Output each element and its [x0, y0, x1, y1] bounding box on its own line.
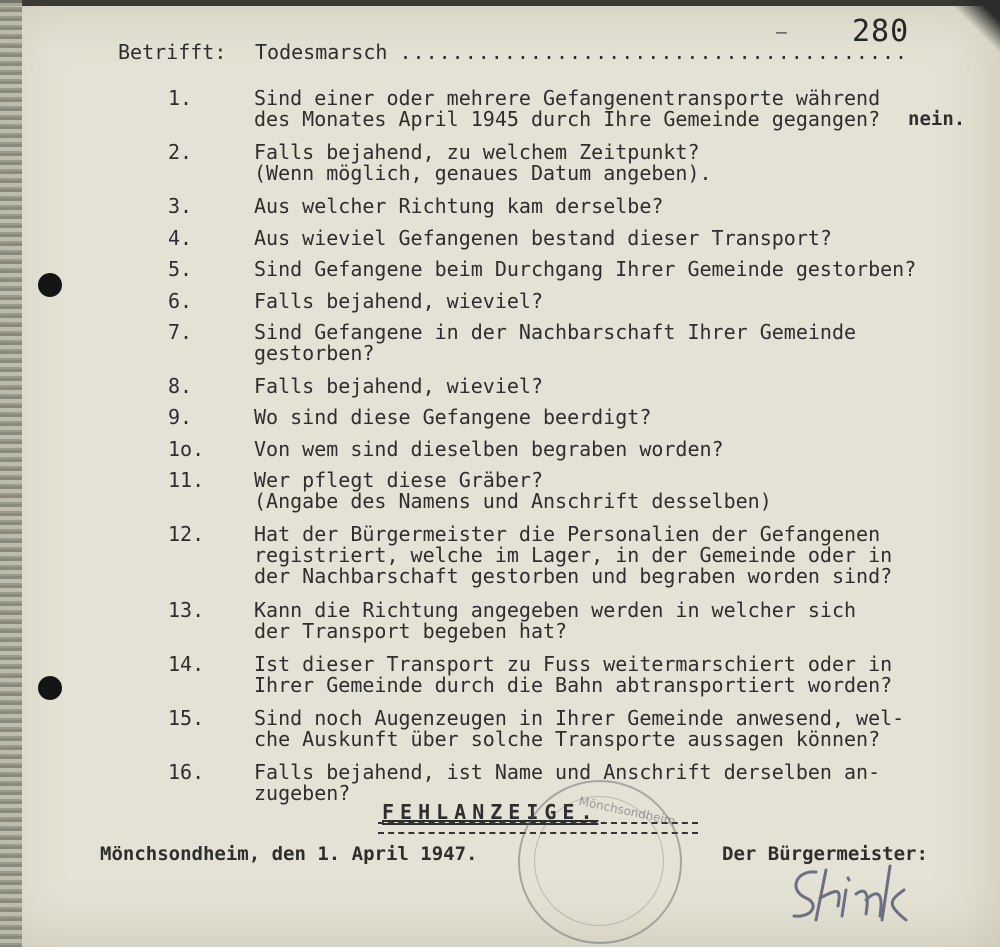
- question-text-line: Aus welcher Richtung kam derselbe?: [254, 194, 664, 218]
- page-number: 280: [852, 14, 910, 49]
- question-text-line: Falls bejahend, wieviel?: [254, 289, 543, 313]
- question-text-line: des Monates April 1945 durch Ihre Gemeinde gegangen?: [254, 107, 881, 131]
- question-answer: nein.: [908, 108, 966, 130]
- signatory-label: Der Bürgermeister:: [722, 843, 928, 865]
- punch-hole-bottom: [38, 676, 62, 700]
- question-text-line: Falls bejahend, wieviel?: [254, 374, 543, 398]
- question-number: 6.: [168, 289, 193, 313]
- question-text-line: zugeben?: [254, 781, 351, 805]
- question-text-line: (Angabe des Namens und Anschrift desselben): [254, 489, 772, 513]
- question-text-line: Aus wieviel Gefangenen bestand dieser Transport?: [254, 226, 832, 250]
- subject-label: Betrifft:: [118, 40, 227, 64]
- question-number: 12.: [168, 522, 205, 546]
- question-text-line: Ist dieser Transport zu Fuss weitermarschiert oder in: [254, 652, 893, 676]
- question-number: 13.: [168, 598, 205, 622]
- question-text-line: Falls bejahend, ist Name und Anschrift derselben an-: [254, 760, 881, 784]
- handwritten-signature: [786, 860, 916, 930]
- question-text-line: Wo sind diese Gefangene beerdigt?: [254, 405, 652, 429]
- question-number: 15.: [168, 706, 205, 730]
- question-number: 1.: [168, 86, 193, 110]
- question-text-line: che Auskunft über solche Transporte aussagen können?: [254, 727, 881, 751]
- subject-value: Todesmarsch: [255, 40, 388, 64]
- question-text-line: Ihrer Gemeinde durch die Bahn abtransportiert worden?: [254, 673, 893, 697]
- question-number: 11.: [168, 468, 205, 492]
- question-text-line: Falls bejahend, zu welchem Zeitpunkt?: [254, 140, 700, 164]
- question-number: 8.: [168, 374, 193, 398]
- punch-hole-top: [38, 273, 62, 297]
- question-number: 7.: [168, 320, 193, 344]
- subject-row: [118, 40, 908, 64]
- question-number: 1o.: [168, 437, 205, 461]
- left-edge: [0, 0, 22, 947]
- question-text-line: gestorben?: [254, 341, 375, 365]
- question-text-line: registriert, welche im Lager, in der Gemeinde oder in: [254, 543, 893, 567]
- question-number: 16.: [168, 760, 205, 784]
- question-text-line: (Wenn möglich, genaues Datum angeben).: [254, 161, 712, 185]
- question-number: 5.: [168, 257, 193, 281]
- question-text-line: Sind Gefangene in der Nachbarschaft Ihrer Gemeinde: [254, 320, 857, 344]
- question-text-line: der Nachbarschaft gestorben und begraben worden sind?: [254, 564, 893, 588]
- official-stamp: [518, 780, 682, 944]
- question-text-line: Sind Gefangene beim Durchgang Ihrer Gemeinde gestorben?: [254, 257, 917, 281]
- fehlanzeige-stamp: FEHLANZEIGE.: [382, 800, 599, 824]
- page-number-dash: –: [776, 22, 787, 43]
- place-date: Mönchsondheim, den 1. April 1947.: [100, 843, 478, 865]
- question-number: 9.: [168, 405, 193, 429]
- question-number: 4.: [168, 226, 193, 250]
- question-text-line: der Transport begeben hat?: [254, 619, 568, 643]
- question-text-line: Kann die Richtung angegeben werden in welcher sich: [254, 598, 857, 622]
- question-text-line: Wer pflegt diese Gräber?: [254, 468, 543, 492]
- top-edge: [0, 0, 1000, 6]
- corner-mark: [952, 0, 1000, 70]
- question-number: 14.: [168, 652, 205, 676]
- question-text-line: Sind einer oder mehrere Gefangenentransporte während: [254, 86, 881, 110]
- question-text-line: Sind noch Augenzeugen in Ihrer Gemeinde anwesend, wel-: [254, 706, 905, 730]
- subject-dots: .......................................: [399, 40, 909, 64]
- question-number: 3.: [168, 194, 193, 218]
- question-number: 2.: [168, 140, 193, 164]
- question-text-line: Von wem sind dieselben begraben worden?: [254, 437, 724, 461]
- question-text-line: Hat der Bürgermeister die Personalien der Gefangenen: [254, 522, 881, 546]
- stamp-text: Mönchsondheim: [577, 793, 677, 829]
